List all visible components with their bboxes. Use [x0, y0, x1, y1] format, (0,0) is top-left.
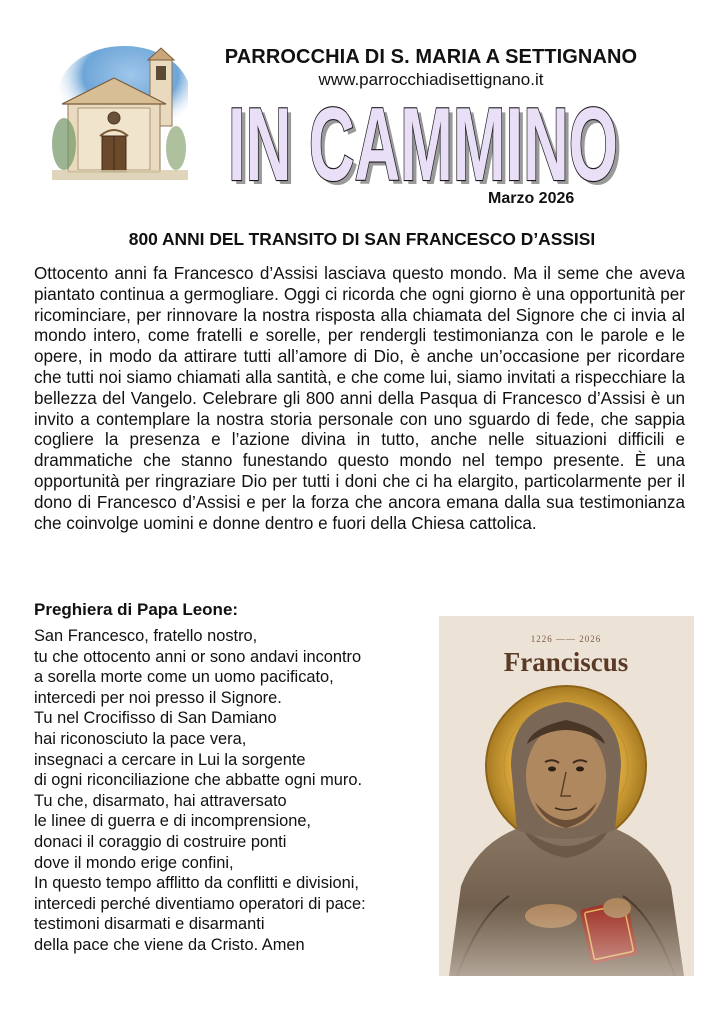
prayer-line: le linee di guerra e di incomprensione, — [34, 812, 311, 831]
poster-title: Franciscus — [503, 647, 629, 677]
prayer-line: In questo tempo afflitto da conflitti e divisioni, — [34, 874, 359, 893]
article-headline: 800 ANNI DEL TRANSITO DI SAN FRANCESCO D’ASSISI — [128, 229, 596, 249]
prayer-line: insegnaci a cercare in Lui la sorgente — [34, 750, 306, 769]
masthead-title-shadow: IN CAMMINO — [232, 92, 622, 192]
masthead — [226, 92, 626, 192]
church-illustration — [52, 44, 188, 180]
prayer-title: Preghiera di Papa Leone: — [34, 600, 239, 619]
prayer-line: donaci il coraggio di costruire ponti — [34, 832, 287, 851]
prayer-line: Tu nel Crocifisso di San Damiano — [34, 709, 277, 728]
issue-date: Marzo 2026 — [488, 190, 575, 207]
franciscus-poster — [439, 616, 694, 976]
prayer-line: a sorella morte come un uomo pacificato, — [34, 668, 334, 687]
prayer-line: Tu che, disarmato, hai attraversato — [34, 791, 287, 810]
prayer-line: della pace che viene da Cristo. Amen — [34, 935, 305, 954]
prayer-line: San Francesco, fratello nostro, — [34, 627, 258, 645]
parish-website: www.parrocchiadisettignano.it — [318, 70, 544, 89]
prayer-line: intercedi per noi presso il Signore. — [34, 688, 282, 707]
prayer-line: intercedi perché diventiamo operatori di pace: — [34, 894, 366, 913]
masthead-title: IN CAMMINO — [228, 92, 618, 192]
article-body: Ottocento anni fa Francesco d’Assisi lasciava questo mondo. Ma il seme che aveva piantato continua a germogliare. Oggi ci ricorda che ogni giorno è una opportunità per ricominciare, per rinnovare la nostra risposta alla chiamata del Signore che ci invia al mondo intero, come fratelli e sorelle, per rendergli testimonianza con le parole e le opere, in modo da attirare tutti all’amore di Dio, è anche un’occasione per ricordare che tutti noi siamo chiamati alla santità, e che come lui, siamo invitati a rispecchiare la bellezza del Vangelo. Celebrare gli 800 anni della Pasqua di Francesco d’Assisi è un invito a contemplare la nostra storia personale con uno sguardo di fede, che sappia cogliere la presenza e l’azione divina in tutto, anche nelle situazioni difficili e drammatiche che stanno funestando questo mondo nel tempo presente. È una opportunità per ringraziare Dio per tutti i doni che ci ha elargito, particolarmente per il dono di Francesco d’Assisi e per la forza che ancora emana dalla sua testimonianza che coinvolge uomini e donne dentro e fuori della Chiesa cattolica. — [34, 264, 685, 533]
parish-name: PARROCCHIA DI S. MARIA A SETTIGNANO — [224, 46, 638, 68]
poster-years: 1226 —— 2026 — [530, 634, 602, 644]
prayer-line: di ogni riconciliazione che abbatte ogni muro. — [34, 771, 363, 790]
prayer-line: testimoni disarmati e disarmanti — [34, 915, 265, 934]
prayer-text — [34, 626, 444, 956]
prayer-line: hai riconosciuto la pace vera, — [34, 729, 247, 748]
prayer-line: dove il mondo erige confini, — [34, 853, 234, 872]
prayer-line: tu che ottocento anni or sono andavi incontro — [34, 647, 362, 666]
